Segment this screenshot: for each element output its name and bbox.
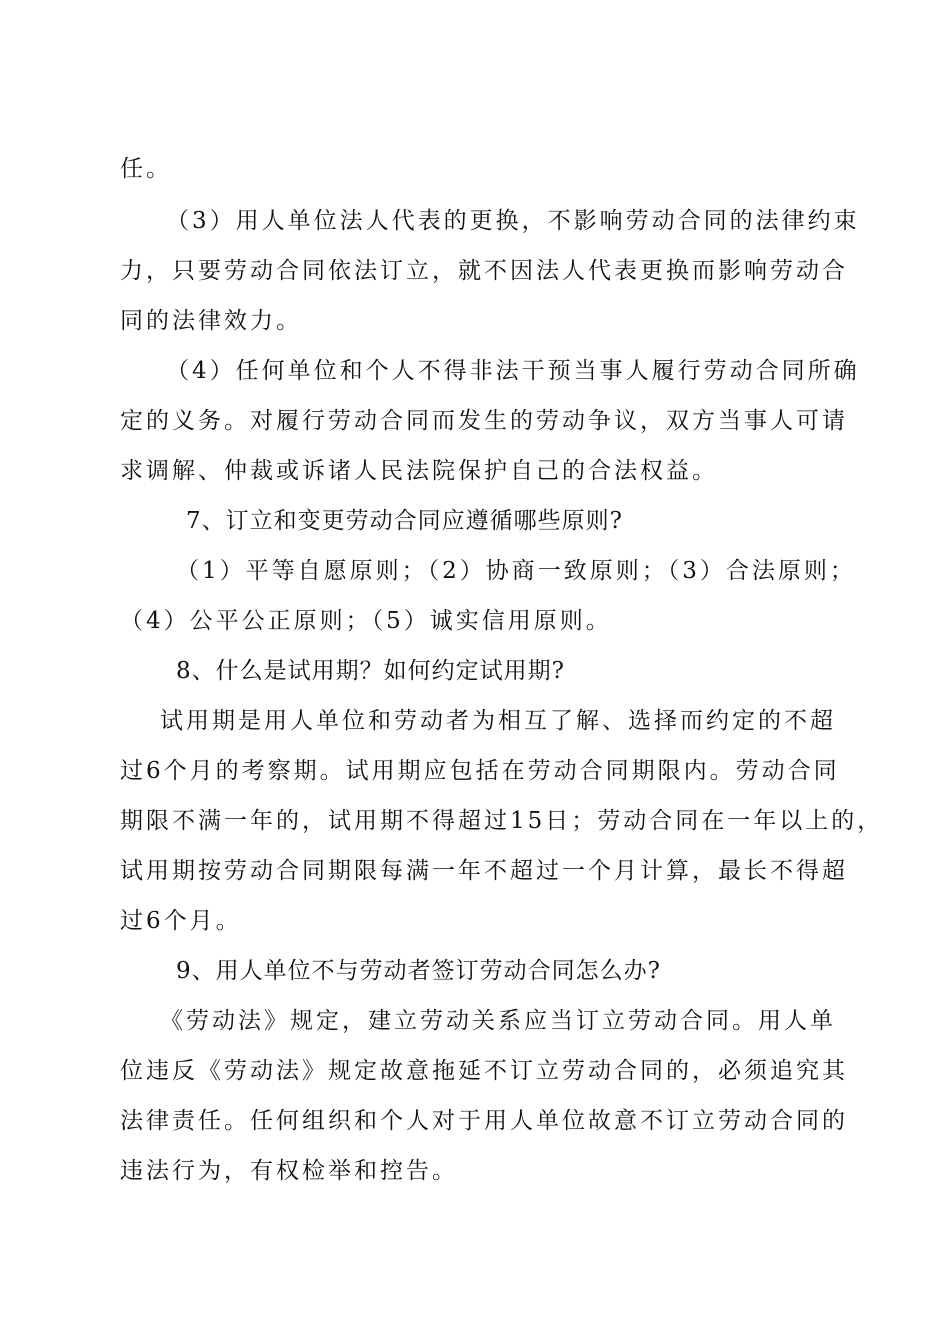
paragraph-line: （4）公平公正原则；（5）诚实信用原则。 bbox=[120, 608, 612, 634]
paragraph-line: 法律责任。任何组织和个人对于用人单位故意不订立劳动合同的 bbox=[120, 1108, 848, 1134]
paragraph-line: 任。 bbox=[120, 156, 172, 182]
paragraph-line: 力，只要劳动合同依法订立，就不因法人代表更换而影响劳动合 bbox=[120, 258, 848, 284]
paragraph-line: （1）平等自愿原则；（2）协商一致原则；（3）合法原则； bbox=[176, 558, 856, 584]
paragraph-line: 位违反《劳动法》规定故意拖延不订立劳动合同的，必须追究其 bbox=[120, 1058, 848, 1084]
paragraph-line: 过6个月。 bbox=[120, 908, 242, 934]
paragraph-line: 同的法律效力。 bbox=[120, 308, 302, 334]
paragraph-line: （4）任何单位和个人不得非法干预当事人履行劳动合同所确 bbox=[166, 358, 860, 384]
paragraph-line: 试用期按劳动合同期限每满一年不超过一个月计算，最长不得超 bbox=[120, 858, 848, 884]
paragraph-line: 期限不满一年的，试用期不得超过15日；劳动合同在一年以上的， bbox=[120, 808, 884, 834]
paragraph-line: 《劳动法》规定，建立劳动关系应当订立劳动合同。用人单 bbox=[160, 1008, 836, 1034]
paragraph-line: 求调解、仲裁或诉诸人民法院保护自己的合法权益。 bbox=[120, 458, 718, 484]
section-heading: 8、什么是试用期？如何约定试用期? bbox=[176, 658, 565, 684]
paragraph-line: 违法行为，有权检举和控告。 bbox=[120, 1158, 458, 1184]
paragraph-line: 试用期是用人单位和劳动者为相互了解、选择而约定的不超 bbox=[160, 708, 836, 734]
paragraph-line: （3）用人单位法人代表的更换，不影响劳动合同的法律约束 bbox=[166, 208, 860, 234]
paragraph-line: 过6个月的考察期。试用期应包括在劳动合同期限内。劳动合同 bbox=[120, 758, 840, 784]
paragraph-line: 定的义务。对履行劳动合同而发生的劳动争议，双方当事人可请 bbox=[120, 408, 848, 434]
section-heading: 9、用人单位不与劳动者签订劳动合同怎么办? bbox=[176, 958, 661, 984]
section-heading: 7、订立和变更劳动合同应遵循哪些原则? bbox=[186, 508, 623, 534]
